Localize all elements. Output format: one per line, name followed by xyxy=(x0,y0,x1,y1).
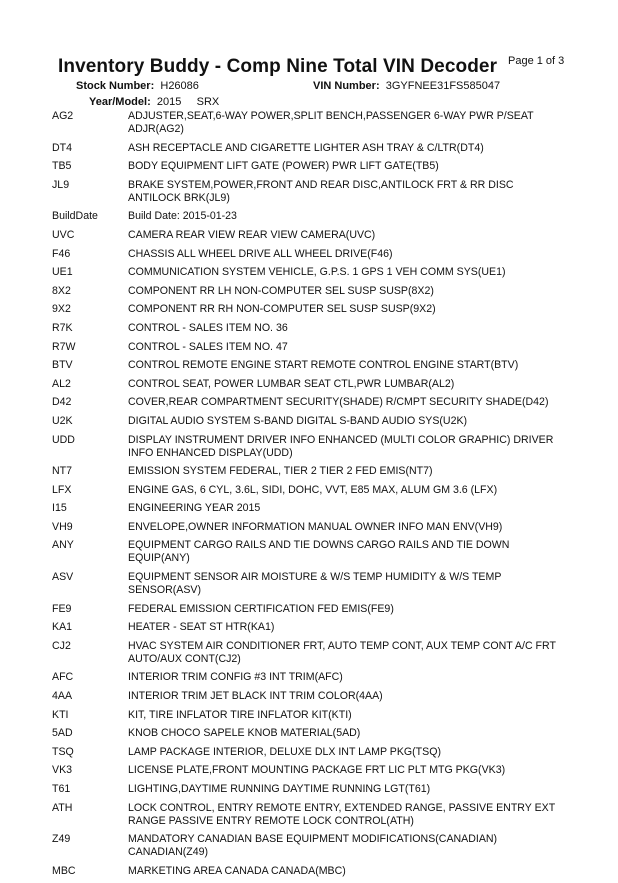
option-code: UVC xyxy=(52,228,75,241)
option-row xyxy=(52,142,612,155)
option-code: MBC xyxy=(52,864,76,877)
stock-number-label: Stock Number: xyxy=(76,80,155,92)
year-model-label: Year/Model: xyxy=(89,96,151,108)
option-description: CONTROL REMOTE ENGINE START REMOTE CONTROL ENGINE START(BTV) xyxy=(128,359,519,372)
option-code: F46 xyxy=(52,247,71,260)
option-row xyxy=(52,160,612,173)
option-description: CAMERA REAR VIEW REAR VIEW CAMERA(UVC) xyxy=(128,228,376,241)
option-description: LIGHTING,DAYTIME RUNNING DAYTIME RUNNING LGT(T61) xyxy=(128,783,431,795)
option-row xyxy=(52,322,612,335)
option-row xyxy=(52,640,612,666)
option-row xyxy=(52,484,612,497)
option-row xyxy=(52,303,612,316)
option-row xyxy=(52,671,612,684)
page-number: Page 1 of 3 xyxy=(508,55,565,67)
option-description: Build Date: 2015-01-23 xyxy=(128,210,237,223)
option-description: BODY EQUIPMENT LIFT GATE (POWER) PWR LIFT GATE(TB5) xyxy=(128,160,439,173)
option-row xyxy=(52,359,612,372)
option-description: ENVELOPE,OWNER INFORMATION MANUAL OWNER INFO MAN ENV(VH9) xyxy=(128,520,503,533)
option-row xyxy=(52,248,612,261)
option-code-list xyxy=(52,110,612,883)
option-description: CONTROL SEAT, POWER LUMBAR SEAT CTL,PWR LUMBAR(AL2) xyxy=(128,377,455,390)
option-row xyxy=(52,539,612,565)
option-description: CONTROL - SALES ITEM NO. 47 xyxy=(128,340,288,353)
option-row xyxy=(52,341,612,354)
option-code: U2K xyxy=(52,414,73,427)
option-description: EQUIPMENT CARGO RAILS AND TIE DOWNS CARGO RAILS AND TIE DOWN EQUIP(ANY) xyxy=(128,539,510,565)
vin-number-value: 3GYFNEE31FS585047 xyxy=(385,80,501,92)
year-value: 2015 xyxy=(156,96,182,108)
option-code: D42 xyxy=(52,396,72,409)
vin-number-label: VIN Number: xyxy=(313,80,380,92)
option-code: NT7 xyxy=(52,465,73,478)
option-description: INTERIOR TRIM CONFIG #3 INT TRIM(AFC) xyxy=(128,671,343,684)
option-code: I15 xyxy=(52,502,67,515)
option-row xyxy=(52,110,612,136)
option-code: ATH xyxy=(52,801,73,814)
option-row xyxy=(52,415,612,428)
option-description: ENGINEERING YEAR 2015 xyxy=(128,502,261,515)
option-description: EQUIPMENT SENSOR AIR MOISTURE & W/S TEMP HUMIDITY & W/S TEMP SENSOR(ASV) xyxy=(128,571,502,597)
option-row xyxy=(52,210,612,223)
option-row xyxy=(52,727,612,740)
model-value: SRX xyxy=(196,96,220,108)
option-description: ADJUSTER,SEAT,6-WAY POWER,SPLIT BENCH,PASSENGER 6-WAY PWR P/SEAT ADJR(AG2) xyxy=(128,110,534,135)
option-description: LOCK CONTROL, ENTRY REMOTE ENTRY, EXTENDED RANGE, PASSIVE ENTRY EXT RANGE PASSIVE ENTRY REMOTE LOCK CONTROL(ATH) xyxy=(128,801,555,827)
option-row xyxy=(52,266,612,279)
stock-number-field xyxy=(76,80,199,92)
option-description: COMPONENT RR RH NON-COMPUTER SEL SUSP SUSP(9X2) xyxy=(128,303,436,316)
option-description: FEDERAL EMISSION CERTIFICATION FED EMIS(FE9) xyxy=(128,602,394,615)
option-row xyxy=(52,833,612,859)
option-code: CJ2 xyxy=(52,639,71,652)
option-description: EMISSION SYSTEM FEDERAL, TIER 2 TIER 2 FED EMIS(NT7) xyxy=(128,465,433,478)
option-description: KNOB CHOCO SAPELE KNOB MATERIAL(5AD) xyxy=(128,727,361,740)
vin-number-field xyxy=(313,80,500,92)
option-code: R7W xyxy=(52,340,76,353)
option-code: AG2 xyxy=(52,110,74,122)
option-row xyxy=(52,378,612,391)
option-code: DT4 xyxy=(52,141,73,154)
option-description: INTERIOR TRIM JET BLACK INT TRIM COLOR(4AA) xyxy=(128,690,383,703)
option-description: LICENSE PLATE,FRONT MOUNTING PACKAGE FRT LIC PLT MTG PKG(VK3) xyxy=(128,764,506,777)
option-code: 4AA xyxy=(52,690,73,703)
option-description: DISPLAY INSTRUMENT DRIVER INFO ENHANCED (MULTI COLOR GRAPHIC) DRIVER INFO ENHANCED DISPLAY(UDD) xyxy=(128,433,554,459)
option-row xyxy=(52,603,612,616)
option-code: ASV xyxy=(52,571,74,584)
option-code: FE9 xyxy=(52,602,72,615)
option-description: COVER,REAR COMPARTMENT SECURITY(SHADE) R/CMPT SECURITY SHADE(D42) xyxy=(128,396,549,409)
option-row xyxy=(52,621,612,634)
option-code: VH9 xyxy=(52,520,73,533)
option-code: BuildDate xyxy=(52,210,98,223)
option-code: BTV xyxy=(52,359,73,372)
option-description: ASH RECEPTACLE AND CIGARETTE LIGHTER ASH TRAY & C/LTR(DT4) xyxy=(128,141,484,154)
option-description: CONTROL - SALES ITEM NO. 36 xyxy=(128,321,288,334)
option-description: LAMP PACKAGE INTERIOR, DELUXE DLX INT LAMP PKG(TSQ) xyxy=(128,745,441,758)
option-description: BRAKE SYSTEM,POWER,FRONT AND REAR DISC,ANTILOCK FRT & RR DISC ANTILOCK BRK(JL9) xyxy=(128,178,514,204)
option-description: ENGINE GAS, 6 CYL, 3.6L, SIDI, DOHC, VVT, E85 MAX, ALUM GM 3.6 (LFX) xyxy=(128,483,498,496)
option-description: DIGITAL AUDIO SYSTEM S-BAND DIGITAL S-BAND AUDIO SYS(U2K) xyxy=(128,414,468,427)
option-code: 8X2 xyxy=(52,284,71,297)
option-code: LFX xyxy=(52,483,72,496)
option-description: HVAC SYSTEM AIR CONDITIONER FRT, AUTO TEMP CONT, AUX TEMP CONT A/C FRT AUTO/AUX CONT(CJ2) xyxy=(128,639,556,665)
option-row xyxy=(52,285,612,298)
option-row xyxy=(52,802,612,828)
option-code: UDD xyxy=(52,433,75,446)
option-code: 5AD xyxy=(52,727,73,740)
option-description: MARKETING AREA CANADA CANADA(MBC) xyxy=(128,864,346,877)
stock-number-value: H26086 xyxy=(160,80,199,92)
option-description: COMMUNICATION SYSTEM VEHICLE, G.P.S. 1 GPS 1 VEH COMM SYS(UE1) xyxy=(128,266,506,279)
option-description: COMPONENT RR LH NON-COMPUTER SEL SUSP SUSP(8X2) xyxy=(128,284,434,297)
option-code: TSQ xyxy=(52,745,74,758)
option-row xyxy=(52,709,612,722)
option-row xyxy=(52,434,612,460)
option-description: KIT, TIRE INFLATOR TIRE INFLATOR KIT(KTI) xyxy=(128,708,352,721)
option-code: AFC xyxy=(52,671,74,684)
option-row xyxy=(52,746,612,759)
option-row xyxy=(52,502,612,515)
option-row xyxy=(52,865,612,878)
year-model-field xyxy=(89,96,219,108)
option-row xyxy=(52,465,612,478)
option-code: R7K xyxy=(52,321,73,334)
option-row xyxy=(52,396,612,409)
option-code: T61 xyxy=(52,783,71,795)
option-row xyxy=(52,783,612,796)
option-code: VK3 xyxy=(52,764,73,777)
option-code: ANY xyxy=(52,539,74,552)
option-code: TB5 xyxy=(52,160,72,173)
option-code: AL2 xyxy=(52,377,71,390)
option-row xyxy=(52,764,612,777)
option-description: HEATER - SEAT ST HTR(KA1) xyxy=(128,621,275,634)
option-code: UE1 xyxy=(52,266,73,279)
option-code: KTI xyxy=(52,708,69,721)
option-code: KA1 xyxy=(52,621,73,634)
option-row xyxy=(52,229,612,242)
option-description: MANDATORY CANADIAN BASE EQUIPMENT MODIFICATIONS(CANADIAN) CANADIAN(Z49) xyxy=(128,833,498,859)
document-title: Inventory Buddy - Comp Nine Total VIN Decoder xyxy=(58,56,498,77)
option-code: JL9 xyxy=(52,178,70,191)
option-description: CHASSIS ALL WHEEL DRIVE ALL WHEEL DRIVE(F46) xyxy=(128,247,393,260)
option-row xyxy=(52,521,612,534)
option-code: Z49 xyxy=(52,833,71,846)
option-row xyxy=(52,179,612,205)
option-row xyxy=(52,690,612,703)
option-code: 9X2 xyxy=(52,303,71,316)
option-row xyxy=(52,571,612,597)
